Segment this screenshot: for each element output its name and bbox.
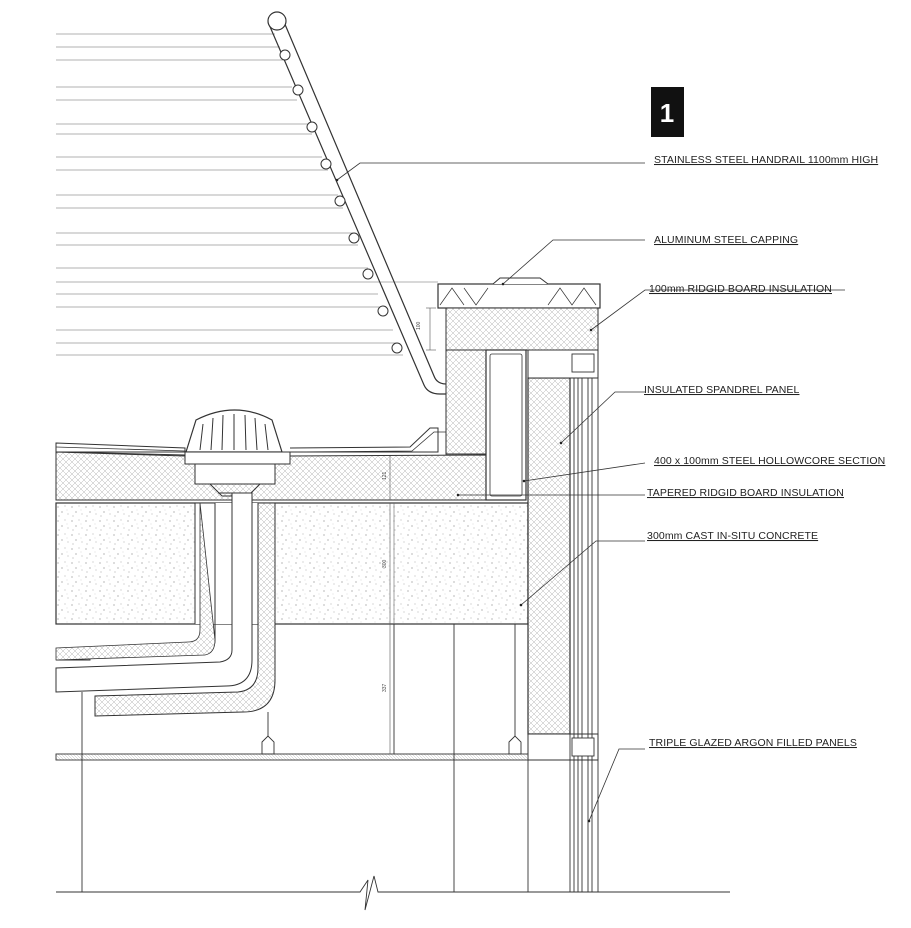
stainless-steel-handrail [268,12,446,394]
insulated-spandrel-panel [528,350,598,760]
label-hollowcore: 400 x 100mm STEEL HOLLOWCORE SECTION [654,455,886,467]
cast-in-situ-concrete-slab [56,503,528,624]
label-glazing: TRIPLE GLAZED ARGON FILLED PANELS [649,737,857,749]
dimension-parapet: 100 [416,321,422,330]
label-spandrel: INSULATED SPANDREL PANEL [644,384,800,396]
annotation-labels [644,154,885,749]
detail-number: 1 [659,98,675,128]
detail-number-badge [651,87,684,137]
dimension-insulation: 121 [382,471,388,480]
steel-hollowcore-section [486,350,526,500]
label-capping: ALUMINUM STEEL CAPPING [654,234,799,246]
dimension-ceiling-void: 337 [382,683,388,692]
triple-glazed-panels [570,350,598,892]
roof-drain [185,410,290,496]
dimension-slab: 300 [382,559,388,568]
label-concrete: 300mm CAST IN-SITU CONCRETE [647,530,819,542]
label-tapered: TAPERED RIDGID BOARD INSULATION [647,487,844,499]
label-board-insulation: 100mm RIDGID BOARD INSULATION [649,283,832,295]
label-handrail: STAINLESS STEEL HANDRAIL 1100mm HIGH [654,154,879,166]
